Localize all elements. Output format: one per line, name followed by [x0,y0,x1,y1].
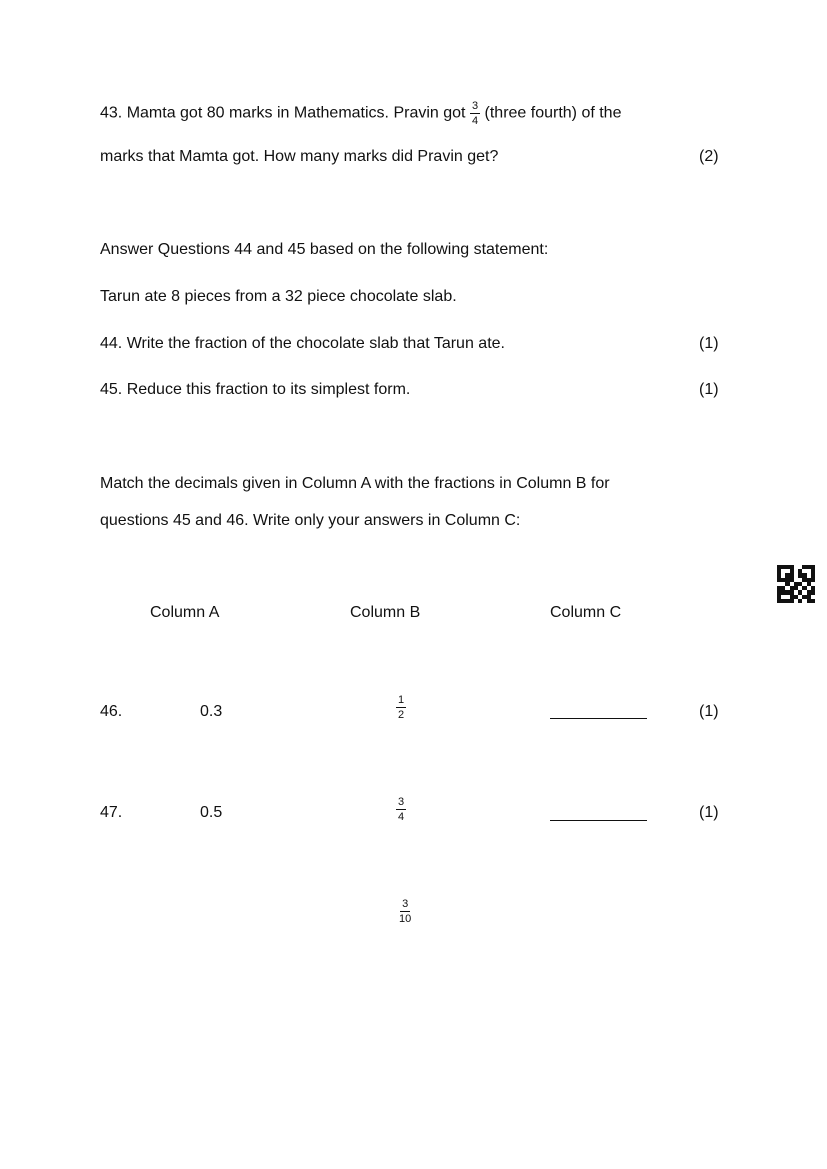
q46-decimal: 0.3 [200,703,223,720]
q44-text: 44. Write the fraction of the chocolate slab that Tarun ate. [100,335,505,352]
q47-fraction [396,796,406,823]
q46-fraction-denominator: 2 [398,709,405,721]
q46-marks: (1) [699,703,719,720]
q43-marks: (2) [699,148,719,165]
q47-answer-blank[interactable] [550,820,647,821]
q43-line1 [100,100,621,127]
match-instruction-line2: questions 45 and 46. Write only your answers in Column C: [100,512,521,529]
extra-fraction [397,898,413,925]
q46-fraction-numerator: 1 [398,694,405,706]
match-instruction-line1: Match the decimals given in Column A with the fractions in Column B for [100,475,610,492]
q47-decimal: 0.5 [200,804,223,821]
q43-text-after: (three fourth) of the [484,104,622,122]
column-a-header: Column A [150,604,220,621]
q47-number: 47. [100,804,123,821]
q43-fraction-denominator: 4 [471,115,479,127]
q47-marks: (1) [699,804,719,821]
q46-number: 46. [100,703,123,720]
q46-answer-blank[interactable] [550,718,647,719]
q43-fraction-numerator: 3 [471,100,479,112]
q44-45-statement: Tarun ate 8 pieces from a 32 piece chocolate slab. [100,288,457,305]
q45-text: 45. Reduce this fraction to its simplest form. [100,381,411,398]
extra-fraction-denominator: 10 [399,913,412,925]
q45-marks: (1) [699,381,719,398]
q47-fraction-denominator: 4 [398,811,405,823]
column-c-header: Column C [550,604,622,621]
q44-marks: (1) [699,335,719,352]
q44-45-intro: Answer Questions 44 and 45 based on the following statement: [100,241,549,258]
q47-fraction-numerator: 3 [398,796,405,808]
q46-fraction [396,694,406,721]
extra-fraction-numerator: 3 [402,898,409,910]
q43-fraction [470,100,480,127]
qr-code-icon [777,565,815,603]
q43-line2: marks that Mamta got. How many marks did Pravin get? [100,148,499,165]
column-b-header: Column B [350,604,421,621]
q43-text-before: 43. Mamta got 80 marks in Mathematics. Pravin got [100,104,466,122]
